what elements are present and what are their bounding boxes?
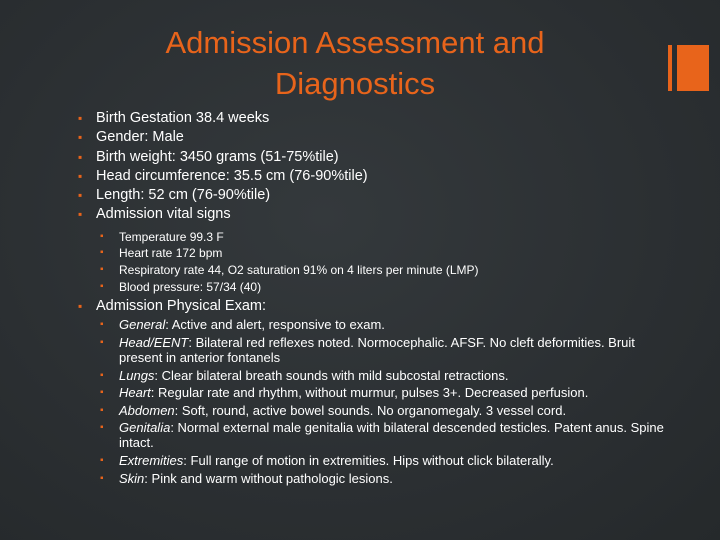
exam-text: : Normal external male genitalia with bilateral descended testicles. Patent anus. Spine intact.: [119, 420, 664, 451]
list-item: ▪ Gender: Male: [78, 128, 678, 147]
slide-title: Admission Assessment and Diagnostics: [165, 25, 545, 101]
exam-list: [100, 317, 678, 485]
exam-text: : Bilateral red reflexes noted. Normocephalic. AFSF. No cleft deformities. Bruit present in anterior fontanels: [119, 335, 635, 366]
vital-item: ▪ Temperature 99.3 F: [100, 229, 678, 246]
list-item: ▪ Birth Gestation 38.4 weeks: [78, 109, 678, 128]
accent-bar: [668, 45, 672, 91]
exam-label: Lungs: [119, 367, 155, 383]
exam-item: [100, 335, 678, 365]
vital-item: ▪ Blood pressure: 57/34 (40): [100, 279, 678, 296]
list-item-exam-heading: [78, 297, 678, 485]
list-item: ▪ Length: 52 cm (76-90%tile): [78, 186, 678, 205]
exam-item: [100, 471, 678, 486]
list-item: ▪ Head circumference: 35.5 cm (76-90%tile): [78, 167, 678, 186]
exam-label: Genitalia: [119, 420, 171, 436]
exam-label: Extremities: [119, 453, 184, 469]
exam-text: : Active and alert, responsive to exam.: [165, 317, 385, 333]
exam-item: [100, 453, 678, 468]
exam-label: General: [119, 317, 166, 333]
vitals-list: [100, 229, 678, 295]
list-item: ▪ Birth weight: 3450 grams (51-75%tile): [78, 148, 678, 167]
vital-item: ▪ Respiratory rate 44, O2 saturation 91% on 4 liters per minute (LMP): [100, 262, 678, 279]
accent-block: [677, 45, 709, 91]
exam-label: Head/EENT: [119, 335, 189, 351]
exam-item: [100, 403, 678, 418]
exam-item: [100, 317, 678, 332]
exam-text: : Regular rate and rhythm, without murmur, pulses 3+. Decreased perfusion.: [150, 385, 589, 401]
exam-label: Skin: [119, 470, 145, 486]
bullet-list: [78, 109, 678, 486]
exam-text: : Soft, round, active bowel sounds. No organomegaly. 3 vessel cord.: [174, 402, 567, 418]
exam-text: : Full range of motion in extremities. Hips without click bilaterally.: [183, 453, 554, 469]
vitals-heading: Admission vital signs: [96, 206, 231, 223]
slide-content: [78, 109, 678, 488]
exam-item: [100, 385, 678, 400]
exam-heading: Admission Physical Exam:: [96, 298, 267, 315]
exam-label: Abdomen: [119, 402, 175, 418]
exam-text: : Pink and warm without pathologic lesions.: [144, 470, 393, 486]
exam-text: : Clear bilateral breath sounds with mild subcostal retractions.: [154, 367, 509, 383]
list-item-vitals-heading: [78, 205, 678, 295]
vital-item: ▪ Heart rate 172 bpm: [100, 245, 678, 262]
exam-item: [100, 420, 678, 450]
exam-item: [100, 368, 678, 383]
exam-label: Heart: [119, 385, 151, 401]
